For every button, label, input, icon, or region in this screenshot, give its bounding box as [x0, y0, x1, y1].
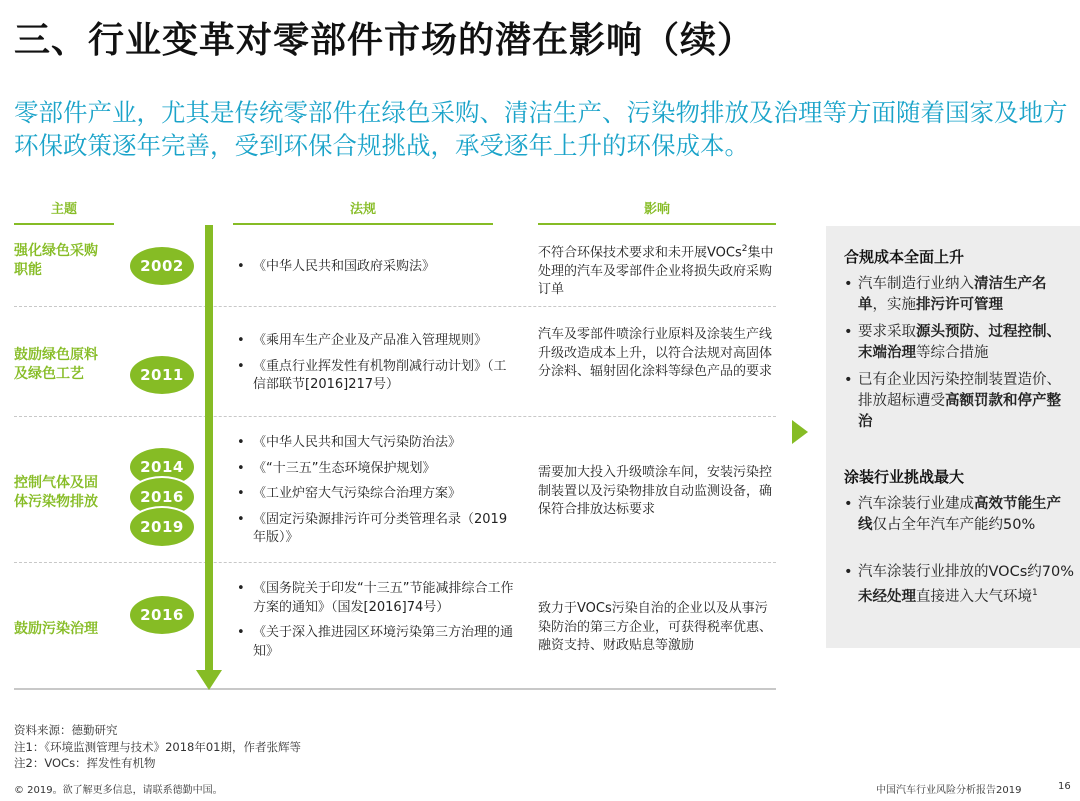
law-list [233, 258, 518, 284]
impact-text: 不符合环保技术要求和未开展VOCs$^2$集中处理的汽车及零部件企业将损失政府采购订单 [538, 244, 774, 298]
law-item: • 《国务院关于印发“十三五”节能减排综合工作方案的通知》（国发[2016]74号） [237, 581, 514, 615]
page-title: 三、行业变革对零部件市场的潜在影响（续） [14, 20, 755, 61]
topic-label: 鼓励污染治理 [14, 621, 98, 637]
column-rule-impact [538, 223, 776, 225]
impact-text: 致力于VOCs污染自治的企业以及从事污染防治的第三方企业，可获得税率优惠、融资支持、财政贴息等激励 [538, 601, 773, 653]
law-list [233, 434, 518, 555]
column-rule-topic [14, 223, 114, 225]
law-item: • 《“十三五”生态环境保护规划》 [237, 460, 436, 476]
year-badge: 2002 [128, 245, 196, 287]
footer-copyright: © 2019。欲了解更多信息，请联系德勤中国。 [14, 785, 223, 796]
impact-text: 汽车及零部件喷涂行业原料及涂装生产线升级改造成本上升，以符合法规对高固体分涂料、辐射固化涂料等绿色产品的要求 [538, 327, 773, 379]
year-badge: 2016 [128, 594, 196, 636]
law-item: • 《固定污染源排污许可分类管理名录（2019年版）》 [237, 511, 508, 545]
year-badge: 2019 [128, 506, 196, 548]
law-item: • 《关于深入推进园区环境污染第三方治理的通知》 [237, 625, 514, 659]
source-notes [14, 722, 301, 772]
column-header-impact: 影响 [643, 202, 670, 217]
law-list [233, 332, 518, 402]
column-header-law: 法规 [349, 202, 376, 217]
row-divider [14, 306, 776, 307]
topic-label: 鼓励绿色原料及绿色工艺 [14, 347, 98, 382]
intro-text: 零部件产业，尤其是传统零部件在绿色采购、清洁生产、污染物排放及治理等方面随着国家及地方环保政策逐年完善，受到环保合规挑战，承受逐年上升的环保成本。 [14, 98, 1068, 160]
law-item: • 《中华人民共和国政府采购法》 [237, 259, 436, 274]
panel-bullet: • 已有企业因污染控制装置造价、排放超标遭受高额罚款和停产整治 [844, 372, 1061, 430]
panel-bullet: • 要求采取源头预防、过程控制、末端治理等综合措施 [844, 324, 1061, 361]
summary-panel [826, 226, 1080, 648]
arrow-right-icon [792, 420, 808, 444]
law-item: • 《重点行业挥发性有机物削减行动计划》（工信部联节[2016]217号） [237, 358, 507, 392]
source-line: 资料来源：德勤研究 [14, 723, 118, 737]
note-line: 注1：《环境监测管理与技术》2018年01期，作者张辉等 [14, 739, 301, 754]
topic-label: 控制气体及固体污染物排放 [14, 475, 98, 510]
panel-bullet: • 汽车涂装行业建成高效节能生产线仅占全年汽车产能约50% [844, 496, 1061, 533]
page-number: 16 [1058, 781, 1071, 792]
panel-bullet: • 汽车制造行业纳入清洁生产名单，实施排污许可管理 [844, 276, 1047, 313]
footer-report-title: 中国汽车行业风险分析报告2019 [876, 785, 1022, 796]
row-divider [14, 416, 776, 417]
year-badge: 2014 [128, 446, 196, 488]
panel-section-title: 合规成本全面上升 [844, 248, 965, 266]
law-item: • 《工业炉窑大气污染综合治理方案》 [237, 486, 462, 501]
table-bottom-rule [14, 688, 776, 690]
year-badge: 2016 [128, 476, 196, 518]
impact-text: 需要加大投入升级喷涂车间，安装污染控制装置以及污染物排放自动监测设备，确保符合排放达标要求 [538, 465, 773, 517]
timeline-arrow-down-icon [196, 670, 222, 690]
note-line: 注2：VOCs：挥发性有机物 [14, 756, 156, 770]
column-header-topic: 主题 [50, 202, 77, 217]
law-list [233, 580, 518, 668]
panel-section-title: 涂装行业挑战最大 [844, 468, 965, 486]
panel-bullet: • 汽车涂装行业排放的VOCs约70%未经处理直接进入大气环境$^1$ [844, 564, 1074, 605]
year-badge: 2011 [128, 354, 196, 396]
law-item: • 《乘用车生产企业及产品准入管理规则》 [237, 333, 488, 348]
row-divider [14, 562, 776, 563]
law-item: • 《中华人民共和国大气污染防治法》 [237, 435, 462, 450]
topic-label: 强化绿色采购职能 [14, 243, 98, 278]
column-rule-law [233, 223, 493, 225]
timeline-line [205, 225, 213, 675]
